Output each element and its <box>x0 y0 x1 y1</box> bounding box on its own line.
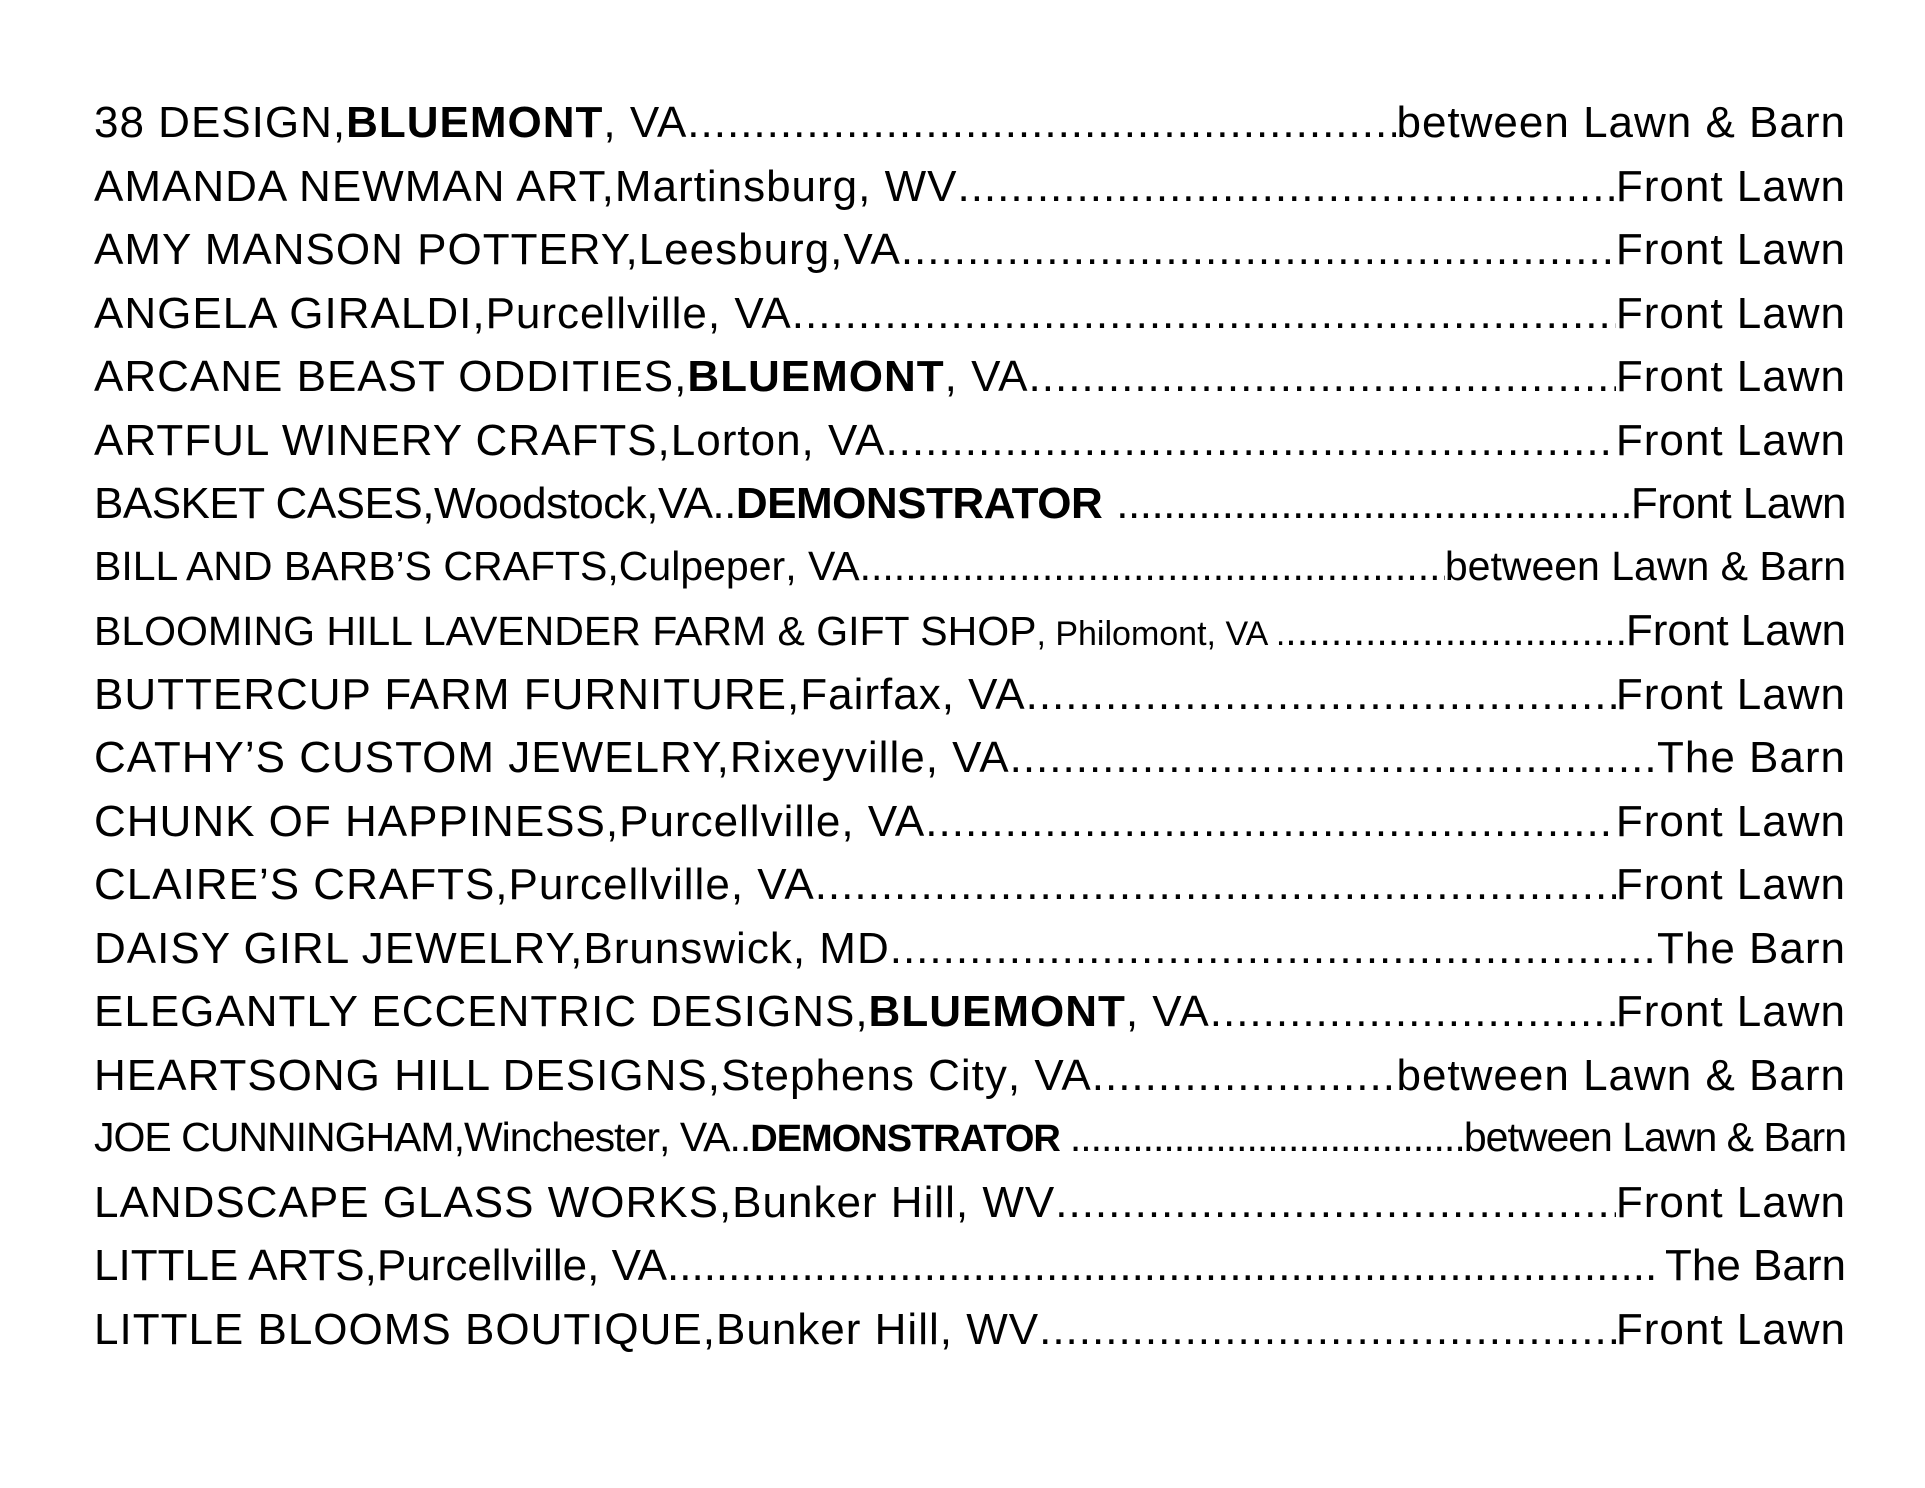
vendor-city: BLUEMONT <box>346 98 604 147</box>
vendor-row <box>94 733 1846 797</box>
vendor-state: , VA <box>925 733 1010 782</box>
vendor-row <box>94 289 1846 353</box>
vendor-city: BLUEMONT <box>687 352 945 401</box>
vendor-row <box>94 416 1846 480</box>
vendor-state: , VA <box>785 542 860 589</box>
vendor-state: ,VA.. <box>646 479 736 528</box>
vendor-row <box>94 479 1846 543</box>
vendor-location: Front Lawn <box>1615 796 1846 846</box>
vendor-city: Lorton <box>670 415 802 465</box>
vendor-location: Front Lawn <box>1615 288 1846 338</box>
vendor-city: Rixeyville <box>729 733 926 782</box>
vendor-city: Brunswick <box>583 923 793 973</box>
vendor-row <box>94 1241 1846 1305</box>
vendor-location: between Lawn & Barn <box>1463 1114 1846 1160</box>
vendor-location: The Barn <box>1657 923 1846 973</box>
vendor-state: , VA.. <box>659 1114 751 1160</box>
dot-leader <box>1039 1305 1616 1355</box>
vendor-location: between Lawn & Barn <box>1444 542 1846 589</box>
vendor-city: Purcellville <box>508 860 731 909</box>
vendor-location: Front Lawn <box>1615 987 1846 1036</box>
dot-leader <box>1029 352 1616 402</box>
vendor-list <box>94 98 1846 1368</box>
vendor-state: , VA <box>841 796 926 846</box>
vendor-state: , VA . <box>1206 615 1286 653</box>
vendor-name: DAISY GIRL JEWELRY, <box>94 923 584 973</box>
vendor-state: , VA <box>730 860 815 909</box>
vendor-location: Front Lawn <box>1615 415 1846 465</box>
dot-leader <box>957 162 1615 212</box>
vendor-location: Front Lawn <box>1615 669 1846 719</box>
vendor-row <box>94 670 1846 734</box>
vendor-row <box>94 1051 1846 1115</box>
vendor-location: Front Lawn <box>1615 860 1846 909</box>
vendor-state: , VA <box>801 415 886 465</box>
vendor-state: , VA. <box>1007 1050 1105 1100</box>
dot-leader <box>925 797 1616 847</box>
dot-leader <box>1116 479 1631 529</box>
vendor-row <box>94 543 1846 607</box>
dot-leader <box>815 860 1616 910</box>
vendor-city: , Philomont <box>1036 615 1207 653</box>
vendor-city: Martinsburg <box>614 161 859 211</box>
vendor-name: CHUNK OF HAPPINESS, <box>94 796 620 846</box>
vendor-state: ,VA <box>830 225 901 274</box>
vendor-row <box>94 606 1846 670</box>
vendor-row <box>94 1305 1846 1369</box>
dot-leader <box>901 225 1616 275</box>
vendor-city: Purcellville <box>485 288 708 338</box>
vendor-city: Fairfax <box>800 669 942 719</box>
vendor-row <box>94 1178 1846 1242</box>
vendor-name: LITTLE BLOOMS BOUTIQUE, <box>94 1304 717 1354</box>
vendor-state: , VA <box>587 1241 668 1290</box>
vendor-row <box>94 98 1846 162</box>
vendor-city: Woodstock <box>433 479 647 528</box>
vendor-state: , WV <box>939 1304 1040 1354</box>
vendor-name: LANDSCAPE GLASS WORKS, <box>94 1177 733 1227</box>
vendor-row <box>94 987 1846 1051</box>
vendor-city: Stephens City <box>720 1050 1008 1100</box>
vendor-state: , VA <box>1125 987 1210 1036</box>
vendor-state: , VA <box>603 98 688 147</box>
demonstrator-label: DEMONSTRATOR <box>750 1118 1060 1160</box>
vendor-name: ANGELA GIRALDI, <box>94 288 486 338</box>
vendor-city: Purcellville <box>376 1241 588 1290</box>
vendor-name: CLAIRE’S CRAFTS, <box>94 860 509 909</box>
dot-leader <box>1055 1178 1616 1228</box>
vendor-row <box>94 162 1846 226</box>
vendor-name: BUTTERCUP FARM FURNITURE, <box>94 669 801 719</box>
vendor-name: HEARTSONG HILL DESIGNS, <box>94 1050 721 1100</box>
dot-leader <box>687 98 1396 148</box>
dot-leader <box>1210 987 1616 1037</box>
vendor-state: , WV <box>858 161 958 211</box>
vendor-location: between Lawn & Barn <box>1396 98 1846 147</box>
vendor-location: between Lawn & Barn <box>1396 1050 1846 1100</box>
vendor-city: Bunker Hill <box>732 1177 956 1227</box>
vendor-state: , MD <box>792 923 890 973</box>
vendor-name: ARCANE BEAST ODDITIES, <box>94 352 688 401</box>
vendor-state: , WV <box>955 1177 1056 1227</box>
vendor-city: Leesburg <box>638 225 831 274</box>
vendor-location: Front Lawn <box>1615 352 1846 401</box>
vendor-name: ELEGANTLY ECCENTRIC DESIGNS, <box>94 987 869 1036</box>
vendor-name: 38 DESIGN, <box>94 98 347 147</box>
vendor-location: Front Lawn <box>1615 161 1846 211</box>
vendor-city: Purcellville <box>619 796 842 846</box>
vendor-location: Front Lawn <box>1625 606 1846 655</box>
vendor-name: AMY MANSON POTTERY, <box>94 225 639 274</box>
dot-leader <box>1285 608 1626 655</box>
vendor-city: Winchester <box>463 1114 660 1160</box>
demonstrator-label: DEMONSTRATOR <box>735 479 1103 528</box>
vendor-name: BILL AND BARB’S CRAFTS, <box>94 542 619 589</box>
vendor-state: , VA <box>944 352 1029 401</box>
vendor-state: , VA <box>941 669 1026 719</box>
dot-leader <box>1070 1114 1464 1161</box>
vendor-location: Front Lawn <box>1615 1177 1846 1227</box>
vendor-row <box>94 225 1846 289</box>
vendor-row <box>94 352 1846 416</box>
vendor-row <box>94 860 1846 924</box>
dot-leader <box>860 543 1445 590</box>
dot-leader <box>1010 733 1657 783</box>
vendor-state: , VA <box>707 288 792 338</box>
vendor-location: Front Lawn <box>1615 225 1846 274</box>
vendor-name: LITTLE ARTS, <box>94 1241 377 1290</box>
dot-leader <box>667 1241 1654 1291</box>
vendor-location: Front Lawn <box>1630 479 1846 528</box>
vendor-row <box>94 1114 1846 1178</box>
vendor-name: JOE CUNNINGHAM, <box>94 1114 464 1160</box>
vendor-city: Bunker Hill <box>716 1304 940 1354</box>
vendor-name: BLOOMING HILL LAVENDER FARM & GIFT SHOP <box>94 608 1037 654</box>
vendor-name: CATHY’S CUSTOM JEWELRY, <box>94 733 730 782</box>
vendor-city: Culpeper <box>618 542 786 589</box>
dot-leader <box>1105 1051 1397 1101</box>
vendor-name: BASKET CASES, <box>94 479 434 528</box>
vendor-row <box>94 924 1846 988</box>
dot-leader <box>1026 670 1616 720</box>
vendor-row <box>94 797 1846 861</box>
dot-leader <box>890 924 1657 974</box>
vendor-location: The Barn <box>1657 733 1846 782</box>
dot-leader <box>885 416 1615 466</box>
dot-leader <box>792 289 1616 339</box>
vendor-location: Front Lawn <box>1615 1304 1846 1354</box>
vendor-name: ARTFUL WINERY CRAFTS, <box>94 415 671 465</box>
vendor-name: AMANDA NEWMAN ART, <box>94 161 615 211</box>
vendor-location: The Barn <box>1653 1241 1846 1290</box>
vendor-city: BLUEMONT <box>868 987 1126 1036</box>
